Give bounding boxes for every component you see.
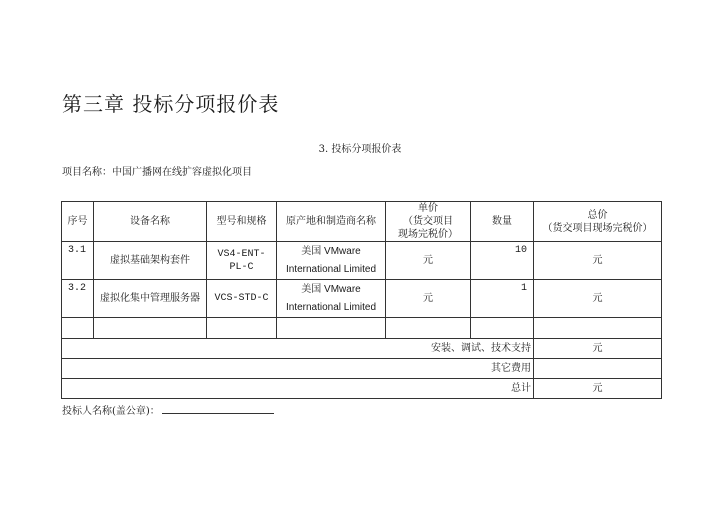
row-total: 元 [534,280,662,318]
bidder-label: 投标人名称(盖公章)： [62,406,160,417]
row-name: 虚拟化集中管理服务器 [94,280,207,318]
header-seq: 序号 [62,202,94,242]
summary-row-other [62,359,662,379]
header-unit-price-line3: 现场完税价） [398,229,458,240]
header-name: 设备名称 [94,202,207,242]
row-origin-line1: 美国 VMware [301,245,361,257]
header-total [534,202,662,242]
header-model: 型号和规格 [207,202,277,242]
header-unit-price [386,202,471,242]
project-name: 项目名称：中国广播网在线扩容虚拟化项目 [62,167,252,178]
row-qty: 10 [471,242,534,280]
row-total: 元 [534,242,662,280]
empty-cell [386,318,471,339]
summary-total-label: 总计 [62,379,534,399]
summary-total-value: 元 [534,379,662,399]
header-total-line1: 总价 [587,209,608,221]
row-origin-line2: International Limited [285,263,377,275]
empty-cell [277,318,386,339]
header-origin: 原产地和制造商名称 [277,202,386,242]
row-model: VCS-STD-C [207,280,277,318]
signature-line [162,403,274,414]
summary-install-label: 安装、调试、技术支持 [62,339,534,359]
table-row [62,242,662,280]
summary-row-total [62,379,662,399]
empty-cell [62,318,94,339]
row-origin-line2: International Limited [285,301,377,313]
empty-cell [94,318,207,339]
summary-other-value [534,359,662,379]
chapter-title: 第三章 投标分项报价表 [62,92,280,116]
header-unit-price-line1: 单价 [418,203,438,214]
row-unit-price: 元 [386,280,471,318]
table-row-empty [62,318,662,339]
empty-cell [534,318,662,339]
empty-cell [207,318,277,339]
summary-other-label: 其它费用 [62,359,534,379]
header-qty: 数量 [471,202,534,242]
table-header-row [62,202,662,242]
quote-table [61,201,662,399]
row-seq: 3.2 [62,280,94,318]
row-model: VS4-ENT-PL-C [207,242,277,280]
row-name: 虚拟基础架构套件 [94,242,207,280]
row-qty: 1 [471,280,534,318]
header-total-line2: （货交项目现场完税价） [542,222,653,234]
table-row [62,280,662,318]
bidder-signature [62,402,274,417]
section-title: 3. 投标分项报价表 [318,144,402,155]
row-origin [277,242,386,280]
row-unit-price: 元 [386,242,471,280]
summary-row-install [62,339,662,359]
summary-install-value: 元 [534,339,662,359]
row-origin-line1: 美国 VMware [301,283,361,295]
header-unit-price-line2: （货交项目 [403,216,453,227]
row-seq: 3.1 [62,242,94,280]
empty-cell [471,318,534,339]
row-origin [277,280,386,318]
